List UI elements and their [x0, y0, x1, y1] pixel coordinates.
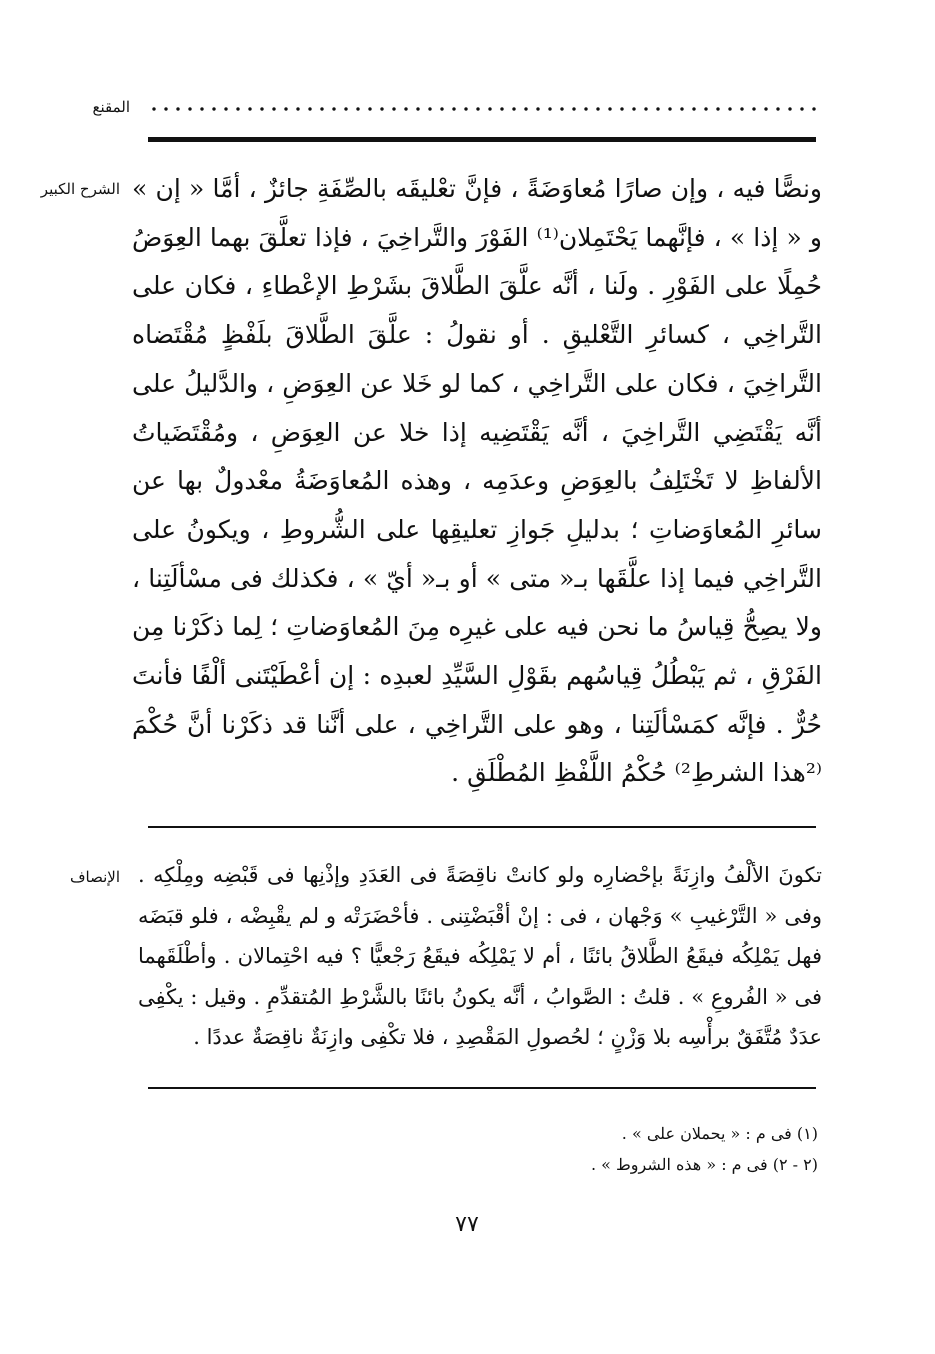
footnote-2: (٢ - ٢) فى م : « هذه الشروط » . [590, 1155, 818, 1174]
insaf-paragraph: تكونَ الألْفُ وازِنَةً بإحْضارِه ولو كانتْ ناقِصَةً فى العَدَدِ وإذْنِها فى قَبْضِه ومِلْكِه . وفى « التَّرْغيبِ » وَجْهان ، فى : إنْ أقْبَضْتِنى . فأحْضَرَتْه و لم يقْبِضْه ، فلو قبَضَه فهل يَمْلِكُه فيقَعُ الطَّلاقُ بائنًا ، أم لا يَمْلِكُه فيقَعُ رَجْعيًّا ؟ فيه احْتِمالان . وأطْلَقَهما فى « الفُروعِ » . قلتُ : الصَّوابُ ، أنَّه يكونُ بائنًا بالشَّرْطِ المُتقدِّمِ . وقيل : يكْفِى عدَدٌ مُتَّفَقٌ برأْسِه بلا وَزْنٍ ؛ لحُصولِ المَقْصِدِ ، فلا تكْفِى وازِنَةٌ ناقِصَةٌ عددًا . [138, 863, 822, 1049]
sharh-body-text [132, 165, 822, 798]
footnote-1: (١) فى م : « يحملان على » . [621, 1124, 818, 1143]
sharh-section-label: الشرح الكبير [40, 180, 120, 198]
page-number: ٧٧ [455, 1212, 479, 1237]
insaf-section-label: الإنصاف [69, 868, 120, 886]
footnotes [300, 1118, 818, 1180]
sharh-paragraph: ونصًّا فيه ، وإن صارًا مُعاوَضَةً ، فإنَّ تعْليقَه بالصِّفَةِ جائزٌ ، أمَّا « إن » و « إذا » ، فإنَّهما يَحْتَمِلان⁽¹⁾ الفَوْرَ والتَّراخِيَ ، فإذا تعلَّقَ بهما العِوَضُ حُمِلًا على الفَوْرِ . ولَنا ، أنَّه علَّقَ الطَّلاقَ بشَرْطِ الإعْطاءِ ، فكان على التَّراخِي ، كسائرِ التَّعْليقِ . أو نقولُ : علَّقَ الطَّلاقَ بلَفْظٍ مُقْتَضاه التَّراخِيَ ، فكان على التَّراخِي ، كما لو خَلا عن العِوَضِ ، والدَّليلُ على أنَّه يَقْتَضِي التَّراخِيَ ، أنَّه يَقْتَضِيه إذا خلا عن العِوَضِ ، ومُقْتَضَياتُ الألفاظِ لا تَخْتَلِفُ بالعِوَضِ وعدَمِه ، وهذه المُعاوَضَةُ معْدولٌ بها عن سائرِ المُعاوَضاتِ ؛ بدليلِ جَوازِ تعليقِها على الشُّروطِ ، ويكونُ على التَّراخِي فيما إذا علَّقَها بـ« متى » أو بـ« أيّ » ، فكذلك فى مسْألَتِنا ، ولا يصِحُّ قِياسُ ما نحن فيه على غيرِه مِنَ المُعاوَضاتِ ؛ لِما ذكَرْنا مِن الفَرْقِ ، ثم يَبْطُلُ قِياسُهم بقَوْلِ السَّيِّدِ لعبدِه : إن أعْطَيْتَنى ألْفًا فأنتَ حُرٌّ . فإنَّه كمَسْألَتِنا ، وهو على التَّراخِي ، على أنَّنا قد ذكَرْنا أنَّ حُكْمَ ⁽²هذا الشرطِ²⁾ حُكْمُ اللَّفْظِ المُطْلَقِ . [132, 174, 822, 788]
running-header-title: المقنع [92, 98, 130, 116]
header-dotted-line [148, 102, 816, 116]
section-divider [148, 826, 816, 828]
header-thick-rule [148, 137, 816, 142]
insaf-body-text [138, 855, 822, 1058]
footnote-divider [148, 1087, 816, 1089]
